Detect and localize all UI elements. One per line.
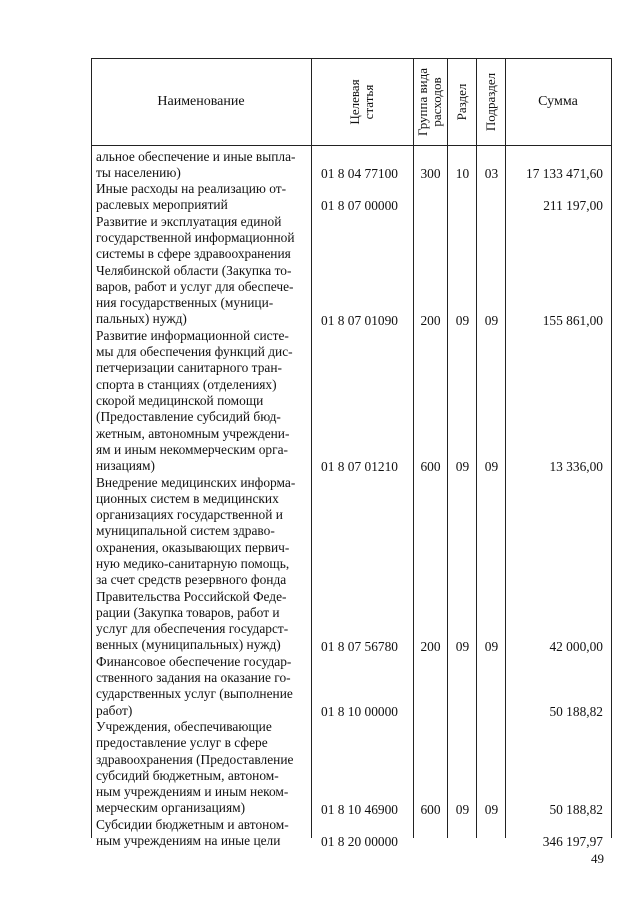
row-name-line: муниципальной систем здраво- [96,523,275,539]
row-name [96,475,306,654]
row-section: 09 [455,638,470,654]
table-border-right [611,58,612,838]
row-name [96,654,306,719]
row-subsection: 03 [484,165,499,181]
header-group [413,58,447,145]
row-name-line: варов, работ и услуг для обеспече- [96,278,294,294]
column-divider [311,58,312,838]
row-name-line: за счет средств резервного фонда [96,572,287,588]
row-name-line: ния государственных (муници- [96,295,274,311]
row-name-line: Субсидии бюджетным и автоном- [96,816,289,832]
row-name-line: жетным, автономным учреждени- [96,425,290,441]
table-border-left [91,58,92,838]
row-code: 01 8 10 00000 [321,703,398,719]
header-section-label: Раздел [453,83,469,120]
row-name-line: предоставление услуг в сфере [96,735,268,751]
header-section [447,58,476,145]
row-name-line: ционных систем в медицинских [96,490,279,506]
row-sum: 211 197,00 [543,198,603,214]
header-subsection [476,58,505,145]
row-name-line: ным учреждениям и иным неком- [96,784,289,800]
row-code: 01 8 07 01210 [321,459,398,475]
row-name-line: рации (Закупка товаров, работ и [96,604,280,620]
row-group: 600 [420,801,441,817]
row-name-line: Иные расходы на реализацию от- [96,181,287,197]
row-name-line: Развитие информационной систе- [96,327,289,343]
header-target-line1: Целевая [347,78,362,125]
row-name [96,214,306,328]
header-divider [91,145,612,146]
row-name-line: пальных) нужд) [96,311,187,327]
row-name [96,181,306,214]
row-name-line: Челябинской области (Закупка то- [96,262,292,278]
row-name-line: Развитие и эксплуатация единой [96,213,282,229]
header-name: Наименование [157,93,245,109]
row-name-line: спорта в станциях (отделениях) [96,376,277,392]
row-name-line: Учреждения, обеспечивающие [96,719,272,734]
header-group-line2: расходов [429,76,444,127]
row-code: 01 8 07 00000 [321,198,398,214]
row-name [96,817,306,850]
header-sum: Сумма [538,93,578,109]
row-name-line: Финансовое обеспечение государ- [96,653,292,669]
row-name-line: Внедрение медицинских информа- [96,474,296,490]
row-name-line: ты населению) [96,164,181,180]
row-section: 09 [455,459,470,475]
row-name-line: сударственных услуг (выполнение [96,686,293,702]
row-name-line: системы в сфере здравоохранения [96,246,291,262]
row-code: 01 8 04 77100 [321,165,398,181]
row-code: 01 8 07 01090 [321,312,398,328]
row-name [96,719,306,817]
row-name-line: услуг для обеспечения государст- [96,621,289,637]
row-group: 200 [420,638,441,654]
page-number: 49 [591,851,604,866]
row-name-line: петчеризации санитарного тран- [96,360,282,376]
row-name [96,328,306,475]
row-section: 10 [455,165,470,181]
row-name-line: мы для обеспечения функций дис- [96,344,293,360]
row-group: 200 [420,312,441,328]
row-sum: 50 188,82 [549,703,603,719]
row-name-line: мерческим организациям) [96,800,246,816]
header-target [311,58,413,145]
row-name-line: ную медико-санитарную помощь, [96,555,290,571]
row-subsection: 09 [484,801,499,817]
row-section: 09 [455,312,470,328]
header-group-line1: Группа вида [415,67,430,136]
row-code: 01 8 07 56780 [321,638,398,654]
row-name-line: скорой медицинской помощи [96,392,264,408]
row-sum: 346 197,97 [542,834,603,850]
row-name-line: низациям) [96,458,155,474]
row-name-line: ственного задания на оказание го- [96,670,291,686]
row-sum: 42 000,00 [549,638,603,654]
row-name [96,149,306,182]
row-name-line: охранения, оказывающих первич- [96,539,290,555]
row-subsection: 09 [484,459,499,475]
header-subsection-label: Подраздел [482,72,498,131]
row-subsection: 09 [484,638,499,654]
row-subsection: 09 [484,312,499,328]
row-name-line: венных (муниципальных) нужд) [96,637,281,653]
row-name-line: государственной информационной [96,229,295,245]
row-sum: 13 336,00 [549,459,603,475]
row-sum: 17 133 471,60 [526,165,603,181]
row-name-line: ям и иным некоммерческим орга- [96,441,289,457]
row-sum: 155 861,00 [542,312,603,328]
row-name-line: работ) [96,702,133,718]
row-name-line: организациях государственной и [96,507,283,523]
row-section: 09 [455,801,470,817]
row-name-line: (Предоставление субсидий бюд- [96,409,281,425]
row-sum: 50 188,82 [549,801,603,817]
row-name-line: раслевых мероприятий [96,197,228,213]
row-name-line: здравоохранения (Предоставление [96,751,294,767]
row-code: 01 8 10 46900 [321,801,398,817]
row-name-line: субсидий бюджетным, автоном- [96,767,279,783]
row-code: 01 8 20 00000 [321,834,398,850]
row-name-line: ным учреждениям на иные цели [96,833,281,849]
row-name-line: альное обеспечение и иные выпла- [96,148,296,164]
row-name-line: Правительства Российской Феде- [96,588,287,604]
row-group: 600 [420,459,441,475]
row-group: 300 [420,165,441,181]
header-target-line2: статья [361,84,376,119]
